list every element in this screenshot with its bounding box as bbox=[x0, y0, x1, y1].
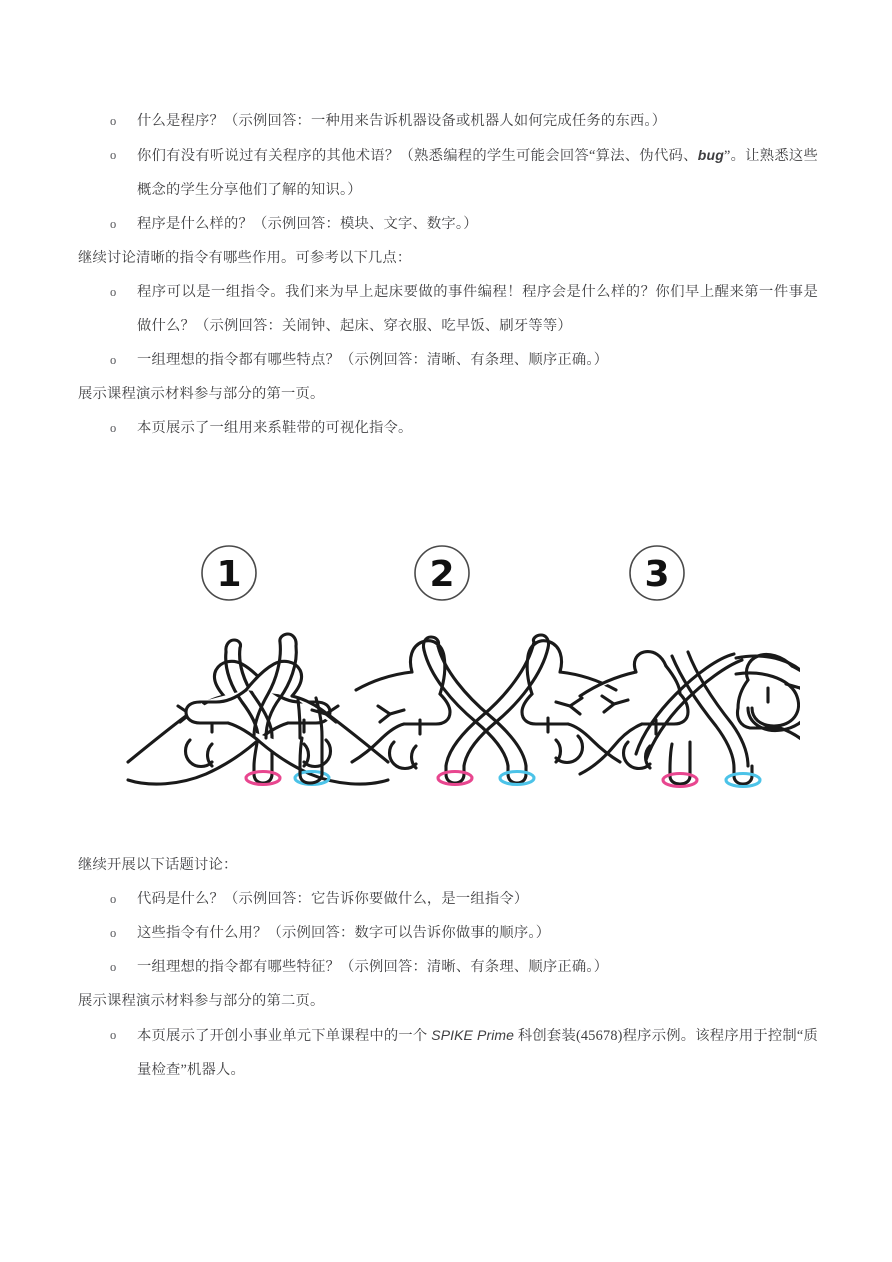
list-item bbox=[78, 104, 818, 138]
list-item bbox=[78, 207, 818, 241]
list-item bbox=[78, 950, 818, 984]
step-2-number: 2 bbox=[429, 554, 455, 595]
step-1-illustration bbox=[128, 634, 388, 785]
bullet-marker-icon: o bbox=[110, 421, 117, 435]
bullet-marker-icon: o bbox=[110, 285, 117, 299]
list-item bbox=[78, 1018, 818, 1087]
bullet-list-lower-2 bbox=[78, 1018, 818, 1087]
list-item-text bbox=[137, 1028, 818, 1078]
step-number-badges bbox=[202, 546, 684, 600]
list-item-text-part: 本页展示了开创小事业单元下单课程中的一个 bbox=[137, 1028, 432, 1044]
list-item-text: 本页展示了一组用来系鞋带的可视化指令。 bbox=[137, 420, 413, 436]
list-item-text: 程序可以是一组指令。我们来为早上起床要做的事件编程！程序会是什么样的？你们早上醒来第一件事是做什么？（示例回答：关闹钟、起床、穿衣服、吃早饭、刷牙等等） bbox=[137, 284, 818, 334]
list-item bbox=[78, 275, 818, 343]
list-item bbox=[78, 343, 818, 377]
product-name-spike-prime: SPIKE Prime bbox=[431, 1027, 515, 1043]
bullet-list-upper-2 bbox=[78, 275, 818, 377]
list-item-text: 程序是什么样的？（示例回答：模块、文字、数字。） bbox=[137, 216, 478, 232]
bullet-list-lower-1 bbox=[78, 882, 818, 984]
step-3-number: 3 bbox=[644, 554, 670, 595]
bullet-list-upper-1 bbox=[78, 104, 818, 241]
paragraph: 展示课程演示材料参与部分的第二页。 bbox=[78, 993, 325, 1009]
bullet-list-upper-3 bbox=[78, 411, 818, 445]
bullet-marker-icon: o bbox=[110, 114, 117, 128]
list-item-text: 一组理想的指令都有哪些特征？（示例回答：清晰、有条理、顺序正确。） bbox=[137, 959, 609, 975]
paragraph: 继续讨论清晰的指令有哪些作用。可参考以下几点： bbox=[78, 250, 412, 266]
shoelace-instruction-figure bbox=[120, 530, 800, 800]
list-item-text-part: 你们有没有听说过有关程序的其他术语？（熟悉编程的学生可能会回答“算法、伪代码、 bbox=[137, 148, 698, 164]
paragraph: 继续开展以下话题讨论： bbox=[78, 857, 238, 873]
step-2-illustration bbox=[352, 635, 620, 785]
text-block-lower bbox=[78, 848, 818, 1087]
bullet-marker-icon: o bbox=[110, 892, 117, 906]
list-item-text: 这些指令有什么用？（示例回答：数字可以告诉你做事的顺序。） bbox=[137, 925, 551, 941]
bullet-marker-icon: o bbox=[110, 353, 117, 367]
bullet-marker-icon: o bbox=[110, 1028, 117, 1042]
list-item-text: 一组理想的指令都有哪些特点？（示例回答：清晰、有条理、顺序正确。） bbox=[137, 352, 609, 368]
list-item bbox=[78, 138, 818, 207]
list-item bbox=[78, 916, 818, 950]
list-item-text: 什么是程序？（示例回答：一种用来告诉机器设备或机器人如何完成任务的东西。） bbox=[137, 113, 667, 129]
list-item-text-part: 科创套装(45678)程序示例。该程序用于控制“质量检查”机器人。 bbox=[137, 1028, 818, 1078]
list-item-text-part: ”。让熟悉这些概念的学生分享他们了解的知识。） bbox=[137, 148, 818, 198]
step-3-illustration bbox=[580, 652, 800, 787]
bullet-marker-icon: o bbox=[110, 148, 117, 162]
bullet-marker-icon: o bbox=[110, 926, 117, 940]
list-item bbox=[78, 882, 818, 916]
term-bug: bug bbox=[697, 147, 724, 163]
text-block-upper bbox=[78, 104, 818, 445]
bullet-marker-icon: o bbox=[110, 217, 117, 231]
list-item bbox=[78, 411, 818, 445]
bullet-marker-icon: o bbox=[110, 960, 117, 974]
list-item-text bbox=[137, 148, 818, 198]
list-item-text: 代码是什么？（示例回答：它告诉你要做什么，是一组指令） bbox=[137, 891, 529, 907]
paragraph: 展示课程演示材料参与部分的第一页。 bbox=[78, 386, 325, 402]
step-1-number: 1 bbox=[216, 554, 242, 595]
